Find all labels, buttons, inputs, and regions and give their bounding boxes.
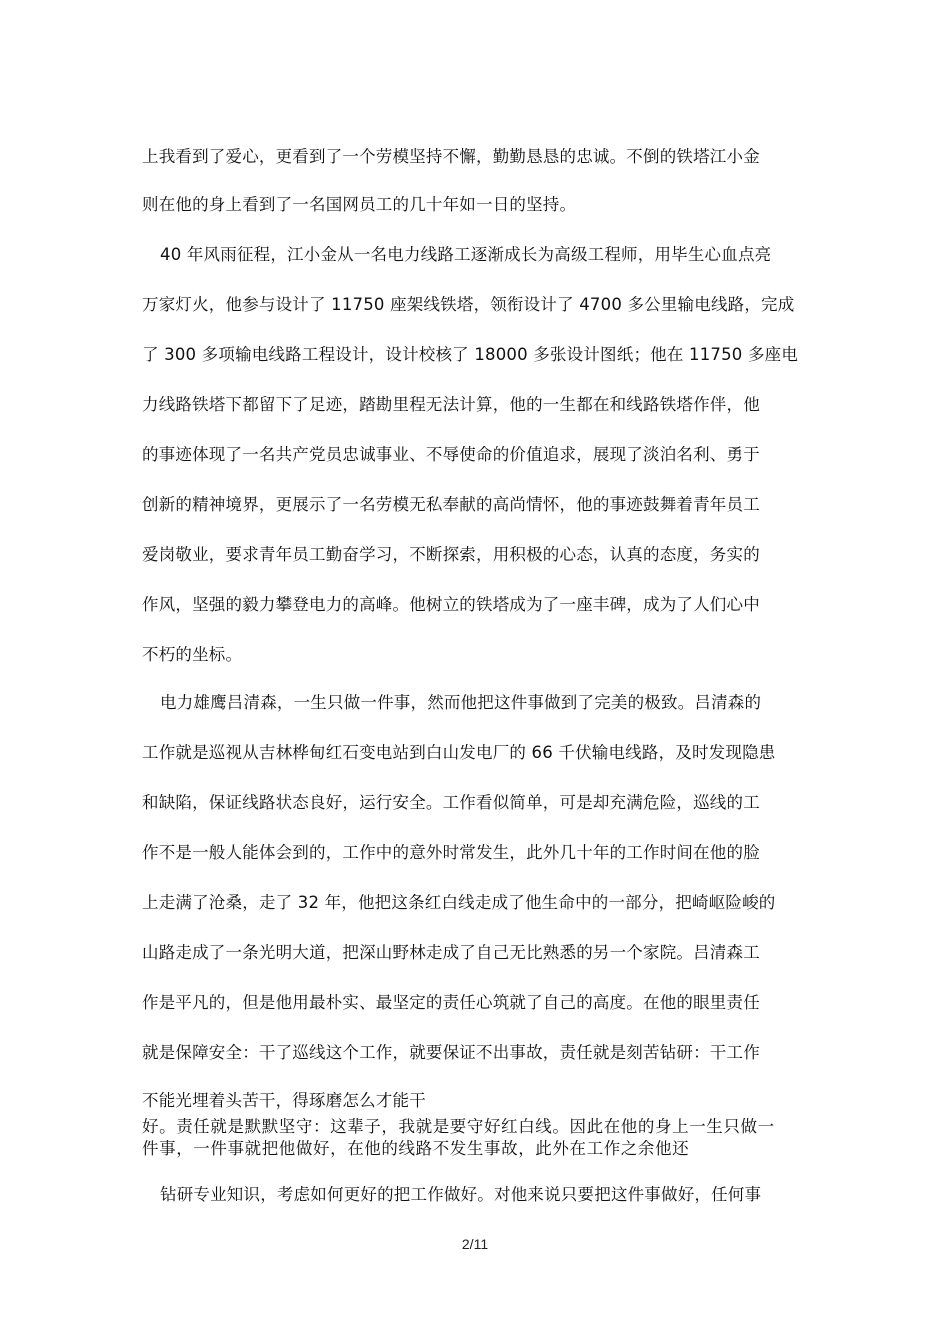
text-line: 万家灯火，他参与设计了 11750 座架线铁塔，领衔设计了 4700 多公里输电线路，完成 bbox=[142, 295, 795, 314]
text-line: 作风，坚强的毅力攀登电力的高峰。他树立的铁塔成为了一座丰碑，成为了人们心中 bbox=[142, 595, 760, 614]
text-line: 则在他的身上看到了一名国网员工的几十年如一日的坚持。 bbox=[142, 195, 577, 214]
page-number: 2/11 bbox=[461, 1236, 489, 1252]
text-line: 山路走成了一条光明大道，把深山野林走成了自己无比熟悉的另一个家院。吕清森工 bbox=[142, 943, 760, 962]
text-line: 创新的精神境界，更展示了一名劳模无私奉献的高尚情怀，他的事迹鼓舞着青年员工 bbox=[142, 495, 760, 514]
text-line: 作不是一般人能体会到的，工作中的意外时常发生，此外几十年的工作时间在他的脸 bbox=[142, 843, 760, 862]
text-line: 不朽的坐标。 bbox=[142, 645, 243, 664]
text-line: 爱岗敬业，要求青年员工勤奋学习，不断探索，用积极的心态，认真的态度，务实的 bbox=[142, 545, 760, 564]
text-line: 力线路铁塔下都留下了足迹，踏勘里程无法计算，他的一生都在和线路铁塔作伴，他 bbox=[142, 395, 760, 414]
text-line: 件事，一件事就把他做好，在他的线路不发生事故，此外在工作之余他还 bbox=[142, 1139, 690, 1158]
text-line: 好。责任就是默默坚守：这辈子，我就是要守好红白线。因此在他的身上一生只做一 bbox=[142, 1117, 775, 1136]
text-line: 钻研专业知识，考虑如何更好的把工作做好。对他来说只要把这件事做好，任何事 bbox=[160, 1185, 762, 1204]
text-line: 上走满了沧桑，走了 32 年，他把这条红白线走成了他生命中的一部分，把崎岖险峻的 bbox=[142, 893, 776, 912]
text-line: 和缺陷，保证线路状态良好，运行安全。工作看似简单，可是却充满危险，巡线的工 bbox=[142, 793, 760, 812]
text-line: 了 300 多项输电线路工程设计，设计校核了 18000 多张设计图纸；他在 11750 多座电 bbox=[142, 345, 799, 364]
text-line: 工作就是巡视从吉林桦甸红石变电站到白山发电厂的 66 千伏输电线路，及时发现隐患 bbox=[142, 743, 776, 762]
text-line: 就是保障安全：干了巡线这个工作，就要保证不出事故，责任就是刻苦钻研：干工作 bbox=[142, 1043, 760, 1062]
text-line: 不能光埋着头苦干，得琢磨怎么才能干 bbox=[142, 1091, 426, 1110]
text-line: 40 年风雨征程，江小金从一名电力线路工逐渐成长为高级工程师，用毕生心血点亮 bbox=[160, 245, 772, 264]
text-line: 上我看到了爱心，更看到了一个劳模坚持不懈，勤勤恳恳的忠诚。不倒的铁塔江小金 bbox=[142, 147, 760, 166]
text-line: 的事迹体现了一名共产党员忠诚事业、不辱使命的价值追求，展现了淡泊名利、勇于 bbox=[142, 445, 760, 464]
text-line: 作是平凡的，但是他用最朴实、最坚定的责任心筑就了自己的高度。在他的眼里责任 bbox=[142, 993, 760, 1012]
text-line: 电力雄鹰吕清森，一生只做一件事，然而他把这件事做到了完美的极致。吕清森的 bbox=[160, 693, 762, 712]
